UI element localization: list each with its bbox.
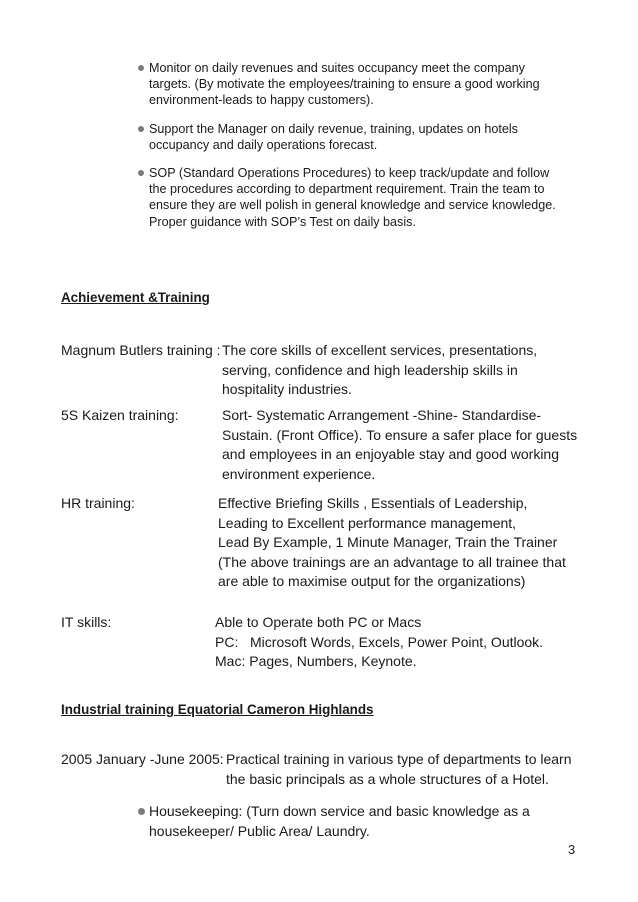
bullet-line: SOP (Standard Operations Procedures) to keep track/update and follow	[149, 166, 550, 180]
training-line: Effective Briefing Skills , Essentials of Leadership,	[218, 495, 528, 511]
bullet-line: targets. (By motivate the employees/training to ensure a good working	[149, 77, 540, 92]
page-number: 3	[568, 842, 576, 857]
bullet-line: Support the Manager on daily revenue, training, updates on hotels	[149, 122, 518, 136]
industrial-label: 2005 January -June 2005:	[61, 751, 224, 767]
training-line: hospitality industries.	[222, 381, 352, 397]
industrial-line: the basic principals as a whole structures of a Hotel.	[226, 770, 549, 787]
industrial-line: Practical training in various type of departments to learn	[226, 751, 572, 767]
bullet-line: housekeeper/ Public Area/ Laundry.	[149, 822, 370, 839]
bullet-line: Proper guidance with SOP’s Test on daily basis.	[149, 214, 416, 229]
training-line: Able to Operate both PC or Macs	[215, 614, 422, 630]
training-line: Sort- Systematic Arrangement -Shine- Standardise-	[222, 407, 542, 423]
bullet-line: Housekeeping: (Turn down service and basic knowledge as a	[149, 803, 530, 819]
training-label: HR training:	[61, 495, 135, 511]
achievement-heading: Achievement &Training	[61, 290, 210, 305]
training-line: Leading to Excellent performance management,	[218, 514, 517, 531]
training-line: serving, confidence and high leadership skills in	[222, 361, 518, 378]
training-line: (The above trainings are an advantage to all trainee that	[218, 553, 566, 570]
bullet-icon	[138, 65, 144, 71]
training-label: Magnum Butlers training :	[61, 342, 221, 358]
training-label: IT skills:	[61, 614, 112, 630]
bullet-line: Monitor on daily revenues and suites occupancy meet the company	[149, 61, 525, 75]
duty-bullet-support	[138, 121, 578, 153]
training-line: environment experience.	[222, 465, 376, 482]
training-label: 5S Kaizen training:	[61, 407, 179, 423]
training-line: Sustain. (Front Office). To ensure a safer place for guests	[222, 426, 578, 443]
training-line: Lead By Example, 1 Minute Manager, Train the Trainer	[218, 534, 558, 550]
training-line: and employees in an enjoyable stay and good working	[222, 446, 560, 462]
bullet-line: environment-leads to happy customers).	[149, 93, 374, 108]
housekeeping-bullet	[138, 802, 530, 841]
duty-bullet-sop	[138, 165, 578, 230]
training-line: Mac: Pages, Numbers, Keynote.	[215, 653, 417, 669]
training-line: The core skills of excellent services, presentations,	[222, 342, 538, 358]
bullet-icon	[138, 126, 144, 132]
bullet-icon	[138, 170, 144, 176]
training-line: are able to maximise output for the organizations)	[218, 573, 526, 589]
bullet-line: the procedures according to department requirement. Train the team to	[149, 182, 545, 197]
duty-bullet-revenue	[138, 60, 578, 109]
bullet-icon	[138, 808, 145, 815]
training-line: PC: Microsoft Words, Excels, Power Point, Outlook.	[215, 633, 544, 650]
industrial-heading: Industrial training Equatorial Cameron Highlands	[61, 702, 374, 717]
bullet-line: occupancy and daily operations forecast.	[149, 138, 378, 153]
bullet-line: ensure they are well polish in general knowledge and service knowledge.	[149, 198, 556, 213]
